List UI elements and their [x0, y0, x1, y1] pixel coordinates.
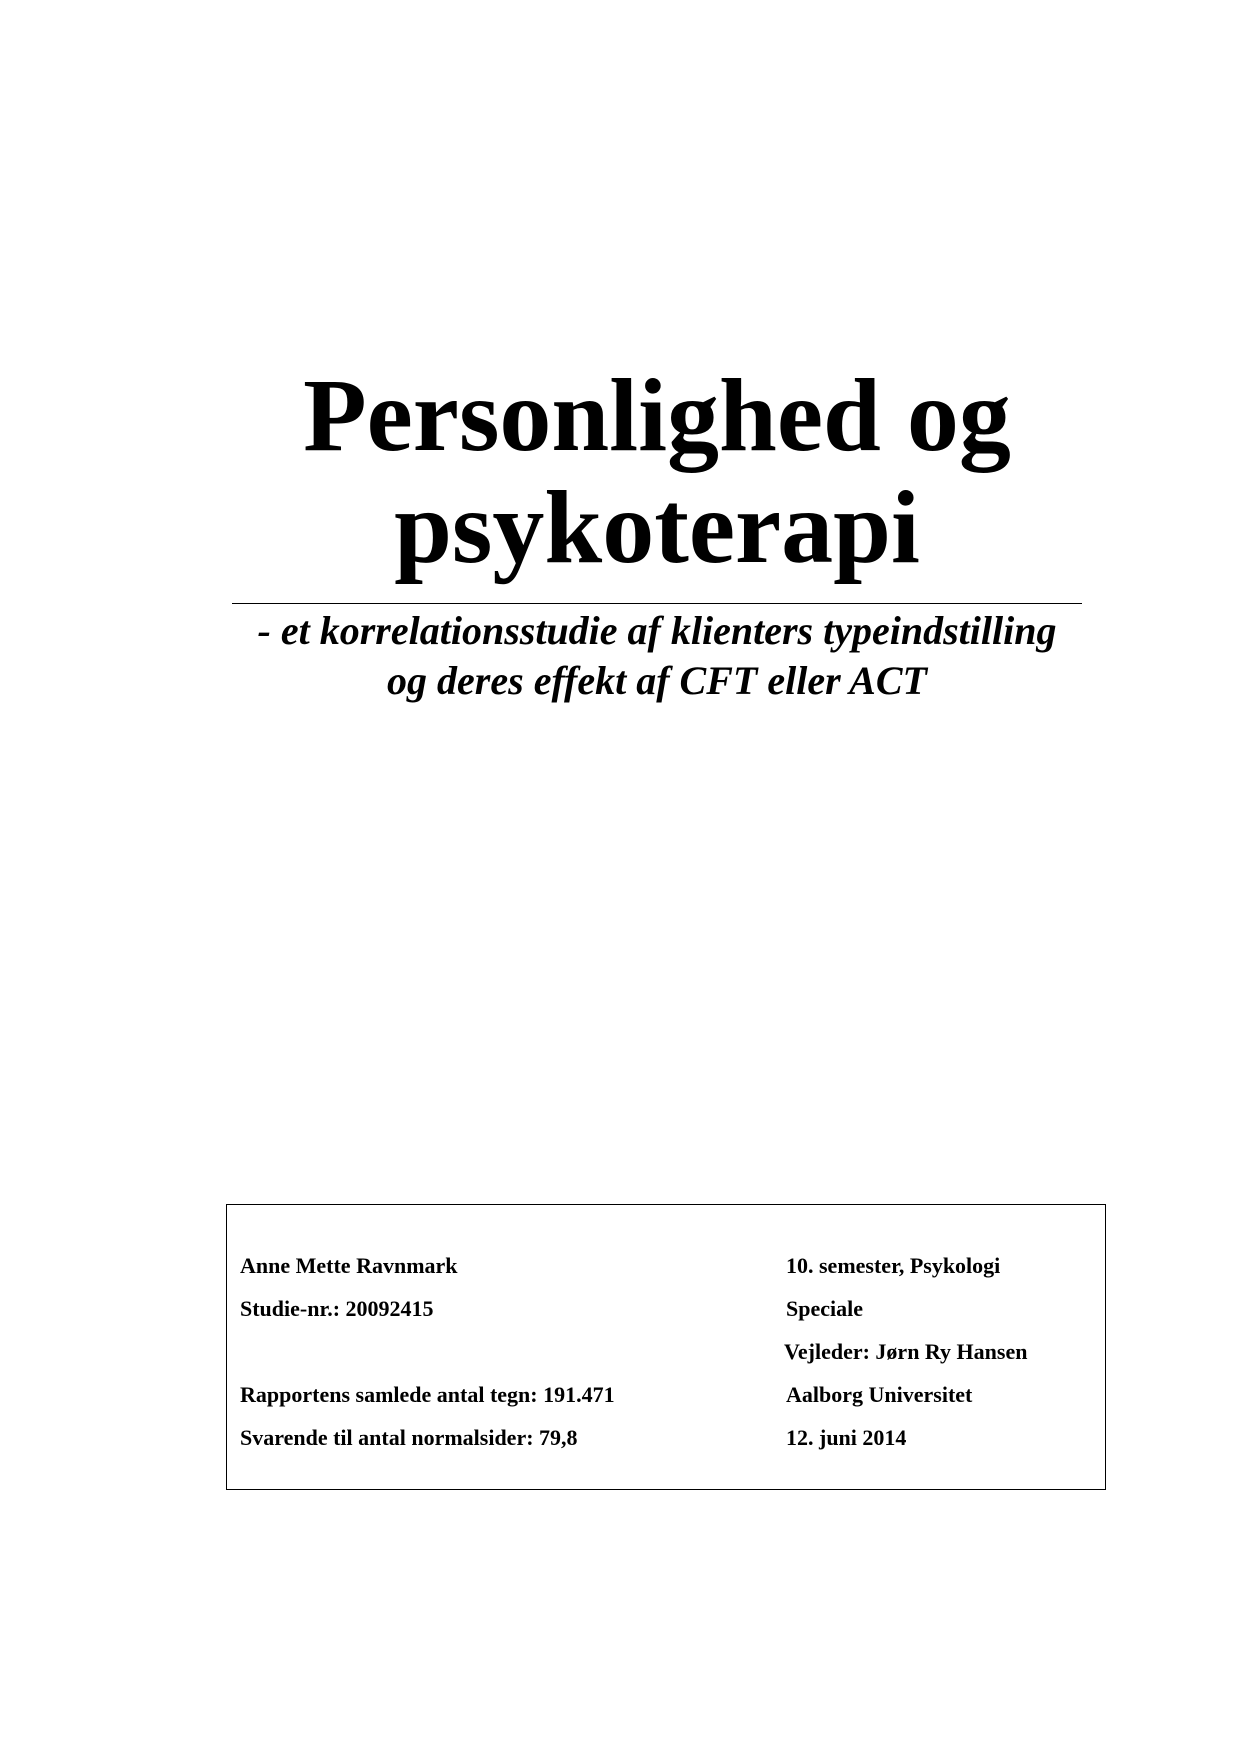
- document-subtitle: [232, 606, 1082, 706]
- document-title: [232, 360, 1082, 584]
- supervisor: Vejleder: Jørn Ry Hansen: [784, 1339, 1028, 1364]
- title-line-2: psykoterapi: [394, 470, 920, 585]
- info-box: [226, 1204, 1106, 1490]
- title-line-1: Personlighed og: [303, 358, 1011, 473]
- normal-pages: Svarende til antal normalsider: 79,8: [240, 1425, 578, 1450]
- semester: 10. semester, Psykologi: [786, 1253, 1001, 1278]
- title-divider: [232, 603, 1082, 604]
- subtitle-line-1: - et korrelationsstudie af klienters typeindstilling: [257, 608, 1057, 653]
- university: Aalborg Universitet: [786, 1382, 973, 1407]
- student-number: Studie-nr.: 20092415: [240, 1296, 434, 1321]
- thesis-type: Speciale: [786, 1296, 863, 1321]
- date: 12. juni 2014: [786, 1425, 907, 1450]
- author-name: Anne Mette Ravnmark: [240, 1253, 458, 1278]
- subtitle-line-2: og deres effekt af CFT eller ACT: [387, 658, 927, 703]
- character-count: Rapportens samlede antal tegn: 191.471: [240, 1382, 615, 1407]
